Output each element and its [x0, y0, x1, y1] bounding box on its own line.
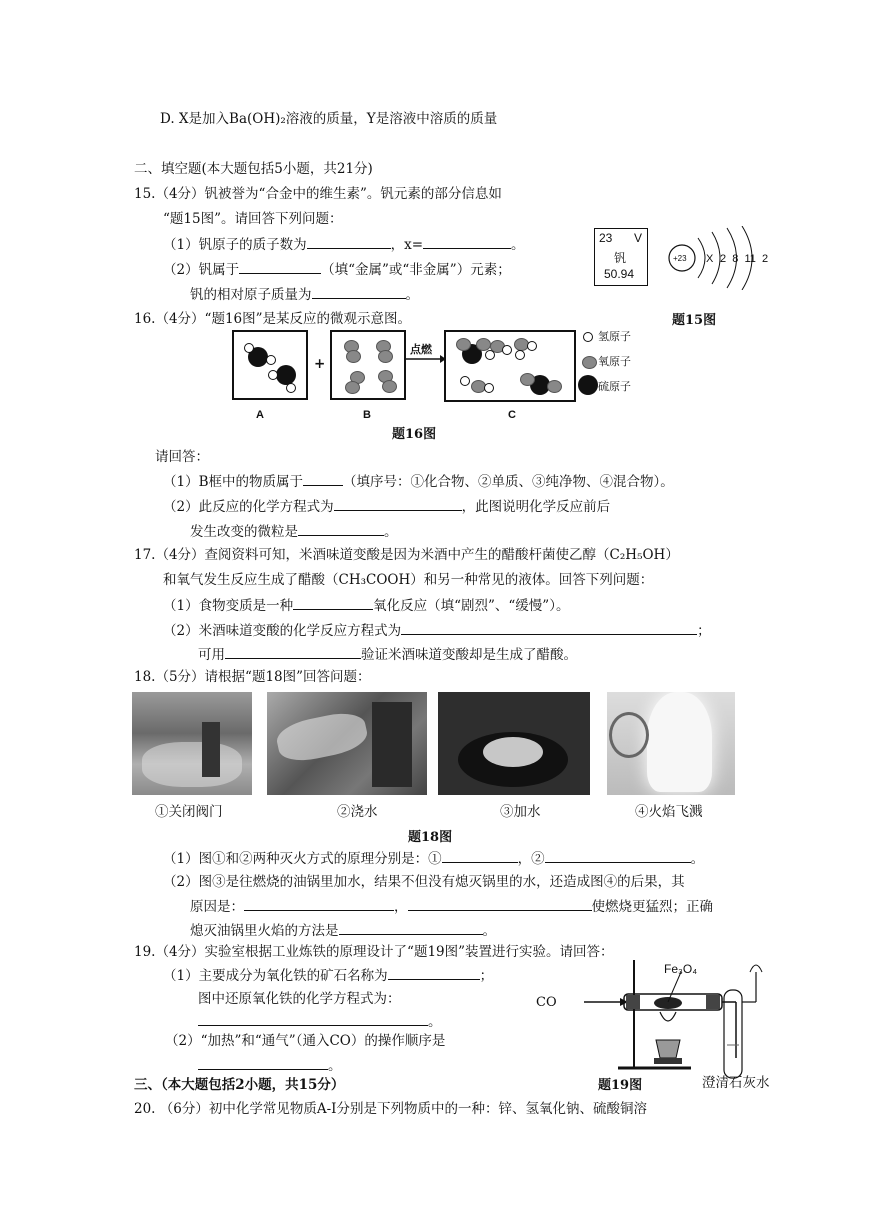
- q17-part3-text: 可用: [198, 647, 225, 663]
- hydrogen-atom: [460, 376, 470, 386]
- hydrogen-atom: [286, 383, 296, 393]
- answer-blank[interactable]: [239, 260, 321, 274]
- q18-reason-sep: ，: [394, 899, 408, 915]
- legend-oxygen: 氧原子: [598, 355, 631, 368]
- legend-oxygen-icon: [582, 356, 597, 369]
- q15-part1-x: ，x=: [390, 237, 424, 253]
- q20-stem: 20. （6分）初中化学常见物质A-I分别是下列物质中的一种：锌、氢氧化钠、硫酸铜溶: [134, 1101, 647, 1117]
- q15-part2-hint: （填“金属”或“非金属”）元素；: [321, 262, 511, 278]
- hydrogen-atom: [515, 350, 525, 360]
- q16-part2: [163, 497, 610, 516]
- q17-part1-text: （1）食物变质是一种: [163, 598, 294, 614]
- photo-wok-fire: [438, 692, 590, 795]
- q18-part2: （2）图③是往燃烧的油锅里加水，结果不但没有熄灭锅里的水，还造成图④的后果，其: [163, 874, 685, 890]
- legend-hydrogen-icon: [583, 332, 593, 342]
- answer-blank[interactable]: [244, 897, 394, 911]
- answer-blank[interactable]: [298, 522, 384, 536]
- q18-method-text: 熄灭油锅里火焰的方法是: [190, 923, 339, 939]
- q17-part2: [163, 621, 711, 640]
- shell-numbers: 2 8 11 2: [720, 253, 769, 265]
- q15-part1-text: （1）钒原子的质子数为: [163, 237, 307, 253]
- photo-caption-1: ①关闭阀门: [155, 804, 223, 820]
- label-c: C: [508, 409, 516, 421]
- q16-part2-text: （2）此反应的化学方程式为: [163, 499, 334, 515]
- section-3-heading: 三、（本大题包括2小题，共15分）: [134, 1077, 345, 1093]
- oxygen-atom: [346, 350, 361, 363]
- q15-part2: [163, 260, 511, 279]
- q16-ask: 请回答：: [155, 449, 209, 465]
- q18-part2-reason: [190, 897, 713, 916]
- photo-caption-4: ④火焰飞溅: [635, 804, 703, 820]
- label-b: B: [363, 409, 371, 421]
- q19-part2: （2）“加热”和“通气”（通入CO）的操作顺序是: [165, 1033, 446, 1049]
- q17-part1: [163, 596, 569, 615]
- label-a: A: [256, 409, 264, 421]
- photo-caption-3: ③加水: [500, 804, 541, 820]
- section-2-heading: 二、填空题(本大题包括5小题，共21分): [134, 161, 373, 177]
- sulfur-atom: [276, 365, 296, 385]
- plus-sign: +: [314, 356, 326, 372]
- element-card: [594, 228, 648, 286]
- q18-part1-end: 。: [690, 851, 705, 867]
- photo-water-spray: [267, 692, 427, 795]
- photo-flame-splash: [607, 692, 735, 795]
- hydrogen-atom: [268, 370, 278, 380]
- q18-part2-method: [190, 921, 496, 940]
- oxygen-atom: [345, 381, 360, 394]
- q18-method-end: 。: [482, 923, 496, 939]
- q19-eq-blank: [198, 1012, 442, 1031]
- q19-order-end: 。: [328, 1058, 342, 1074]
- photo-caption-2: ②浇水: [337, 804, 378, 820]
- fig18-caption: 题18图: [408, 830, 453, 845]
- legend-sulfur: 硫原子: [598, 380, 631, 393]
- answer-blank[interactable]: [303, 472, 343, 486]
- option-d: D. X是加入Ba(OH)₂溶液的质量，Y是溶液中溶质的质量: [160, 111, 498, 127]
- q18-stem: 18.（5分）请根据“题18图”回答问题：: [134, 669, 371, 685]
- photo-close-valve: [132, 692, 252, 795]
- answer-blank[interactable]: [545, 849, 691, 863]
- q16-part3: [190, 522, 398, 541]
- oxygen-atom: [456, 338, 471, 351]
- shell-x: X: [706, 253, 714, 265]
- oxygen-atom: [520, 373, 535, 386]
- q15-part3-end: 。: [405, 287, 419, 303]
- answer-blank[interactable]: [388, 966, 480, 980]
- limewater-label: 澄清石灰水: [702, 1075, 770, 1091]
- answer-blank[interactable]: [312, 285, 406, 299]
- answer-blank[interactable]: [339, 921, 483, 935]
- q16-part1-text: （1）B框中的物质属于: [163, 474, 304, 490]
- hydrogen-atom: [484, 383, 494, 393]
- iron-smelting-apparatus: [536, 950, 786, 1080]
- fe3o4-label: Fe₃O₄: [664, 962, 698, 976]
- q19-part1-text: （1）主要成分为氧化铁的矿石名称为: [163, 968, 388, 984]
- element-name: 钒: [614, 251, 627, 265]
- q17-part3-tail: 验证米酒味道变酸却是生成了醋酸。: [361, 647, 577, 663]
- q18-reason-text: 原因是：: [190, 899, 244, 915]
- nucleus-charge: +23: [673, 254, 687, 263]
- hydrogen-atom: [266, 355, 276, 365]
- co-label: CO: [536, 995, 557, 1010]
- q16-part1: [163, 472, 674, 491]
- answer-blank[interactable]: [225, 645, 361, 659]
- q15-part1: [163, 235, 525, 254]
- reaction-condition: 点燃: [410, 343, 432, 356]
- q17-stem-2: 和氧气发生反应生成了醋酸（CH₃COOH）和另一种常见的液体。回答下列问题：: [163, 572, 654, 588]
- legend-hydrogen: 氢原子: [598, 330, 631, 343]
- legend-sulfur-icon: [578, 375, 598, 395]
- q16-part3-end: 。: [384, 524, 398, 540]
- hydrogen-atom: [502, 345, 512, 355]
- answer-blank[interactable]: [401, 621, 697, 635]
- q15-part1-end: 。: [511, 237, 525, 253]
- q15-stem-2: “题15图”。请回答下列问题：: [163, 211, 343, 227]
- answer-blank[interactable]: [423, 235, 511, 249]
- q18-part1: [163, 849, 704, 868]
- q19-part1-end: ；: [479, 968, 494, 984]
- oxygen-atom: [378, 350, 393, 363]
- answer-blank[interactable]: [442, 849, 518, 863]
- q17-part2-end: ；: [697, 623, 711, 639]
- box-a: [232, 330, 308, 400]
- q15-part2-text: （2）钒属于: [163, 262, 240, 278]
- fig19-caption: 题19图: [598, 1078, 643, 1093]
- q16-part3-text: 发生改变的微粒是: [190, 524, 298, 540]
- answer-blank[interactable]: [293, 596, 373, 610]
- q18-part1-mid: ，②: [517, 851, 545, 867]
- q18-part1-text: （1）图①和②两种灭火方式的原理分别是：①: [163, 851, 442, 867]
- hydrogen-atom: [527, 341, 537, 351]
- q17-part3: [198, 645, 577, 664]
- q19-part1-eq: 图中还原氧化铁的化学方程式为：: [198, 991, 401, 1007]
- q15-part3: [190, 285, 419, 304]
- q19-eq-end: 。: [428, 1014, 442, 1030]
- oxygen-atom: [382, 380, 397, 393]
- q18-reason-tail: 使燃烧更猛烈；正确: [591, 899, 713, 915]
- atomic-number: 23: [599, 231, 613, 245]
- q19-stem: 19.（4分）实验室根据工业炼铁的原理设计了“题19图”装置进行实验。请回答：: [134, 944, 614, 960]
- q17-stem: 17.（4分）查阅资料可知，米酒味道变酸是因为米酒中产生的醋酸杆菌使乙醇（C₂H₅OH）: [134, 547, 679, 563]
- q16-part1-hint: （填序号：①化合物、②单质、③纯净物、④混合物）。: [343, 474, 674, 490]
- oxygen-atom: [547, 380, 562, 393]
- q19-order-blank: [198, 1056, 342, 1075]
- q16-stem: 16.（4分）“题16图”是某反应的微观示意图。: [134, 311, 412, 327]
- q15-stem: 15.（4分）钒被誉为“合金中的维生素”。钒元素的部分信息如: [134, 186, 502, 202]
- answer-blank[interactable]: [198, 1056, 328, 1070]
- q17-part2-text: （2）米酒味道变酸的化学反应方程式为: [163, 623, 402, 639]
- answer-blank[interactable]: [307, 235, 391, 249]
- reaction-arrow-icon: [406, 354, 446, 364]
- q15-part3-text: 钒的相对原子质量为: [190, 287, 312, 303]
- element-symbol: V: [633, 231, 642, 245]
- answer-blank[interactable]: [408, 897, 592, 911]
- atomic-mass: 50.94: [604, 267, 635, 281]
- q16-part2-tail: ，此图说明化学反应前后: [461, 499, 611, 515]
- answer-blank[interactable]: [198, 1012, 428, 1026]
- q17-part1-hint: 氧化反应（填“剧烈”、“缓慢”）。: [373, 598, 570, 614]
- answer-blank[interactable]: [334, 497, 462, 511]
- hydrogen-atom: [485, 350, 495, 360]
- fig16-caption: 题16图: [392, 427, 437, 442]
- fig15-caption: 题15图: [672, 313, 717, 328]
- hydrogen-atom: [244, 343, 254, 353]
- q19-part1: [163, 966, 493, 985]
